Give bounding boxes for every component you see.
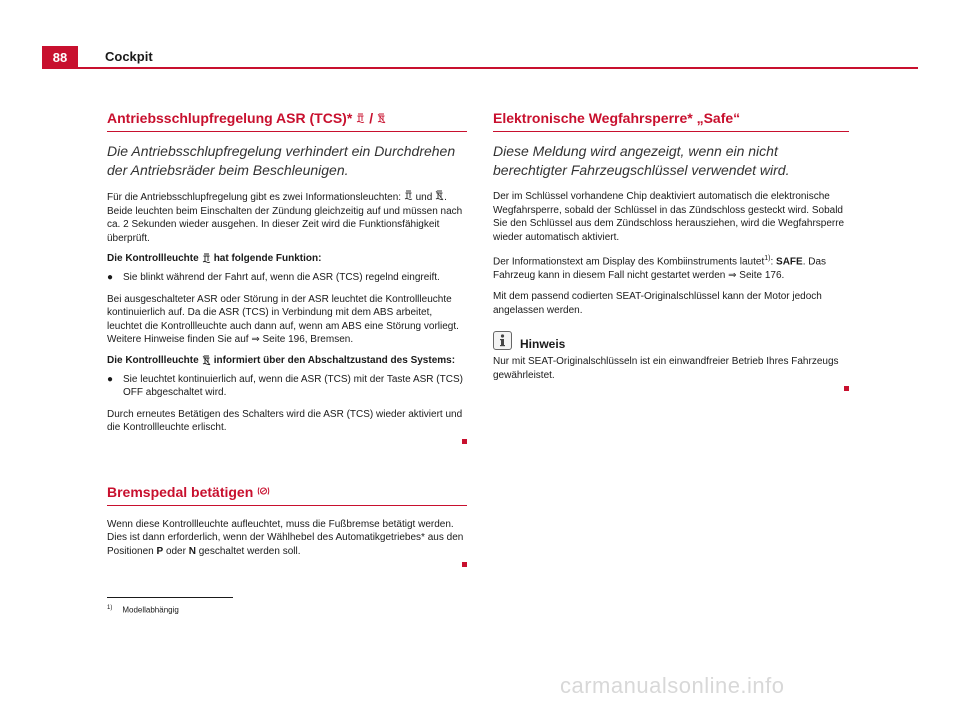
subhead-1-text-a: Die Kontrollleuchte [107, 253, 199, 264]
asr-warning-icon [404, 190, 413, 201]
immo-para-2-a: Der Informationstext am Display des Kombiinstruments lautet [493, 256, 765, 268]
brake-title: Bremspedal betätigen [107, 483, 254, 500]
list-item [107, 373, 467, 400]
header-rule [42, 67, 918, 69]
brake-oder: oder [165, 545, 186, 557]
chapter-title: Cockpit [105, 49, 153, 64]
asr-intro [107, 190, 467, 245]
note-text: Nur mit SEAT-Originalschlüsseln ist ein einwandfreier Betrieb Ihres Fahrzeugs gewährleistet. [493, 356, 839, 381]
safe-text: SAFE [776, 256, 803, 268]
brake-text-a: Wenn diese Kontrollleuchte aufleuchtet, muss die Fußbremse betätigt werden. Dies ist dann erforderlich, wenn der Wählhebel des Automatikgetriebes* aus den Positionen [107, 518, 464, 557]
section-end-mark [462, 562, 467, 567]
section-end-mark [844, 386, 849, 391]
bullet-text: Sie blinkt während der Fahrt auf, wenn die ASR (TCS) regelnd eingreift. [123, 272, 440, 283]
footnote-rule [107, 597, 233, 598]
page-number: 88 [42, 46, 78, 68]
footnote-ref: 1) [764, 255, 771, 262]
subhead-2-text-b: informiert über den Abschaltzustand des Systems: [213, 354, 456, 366]
asr-intro-text-a: Für die Antriebsschlupfregelung gibt es zwei Informationsleuchten: [107, 192, 402, 203]
brake-pedal-icon [257, 486, 266, 497]
asr-off-icon [435, 190, 444, 201]
info-note-icon [493, 331, 512, 350]
note-header [493, 329, 849, 351]
immo-para-3: Mit dem passend codierten SEAT-Originalschlüssel kann der Motor jedoch angelassen werden. [493, 291, 822, 316]
footnote-text: Modellabhängig [122, 605, 179, 615]
subhead-1-text-b: hat folgende Funktion: [213, 253, 322, 264]
bullet-dot: ● [107, 373, 114, 385]
asr-intro-and: und [415, 192, 433, 203]
asr-off-icon [202, 355, 211, 366]
brake-text-b: geschaltet werden soll. [198, 545, 301, 557]
page-header [0, 0, 960, 70]
footnote-marker: 1) [107, 605, 113, 611]
right-column [493, 110, 849, 391]
asr-lead: Die Antriebsschlupfregelung verhindert ein Durchdrehen der Antriebsräder beim Beschleunigen. [107, 143, 456, 178]
bullet-dot: ● [107, 272, 114, 283]
immo-para-1: Der im Schlüssel vorhandene Chip deaktiviert automatisch die elektronische Wegfahrsperre, sobald der Schlüssel in das Zündschloss gesteckt wird. Sobald Sie den Schlüssel aus dem Zündschloss herausziehen, wird die Wegfahrsperre wieder automatisch aktiviert. [493, 191, 845, 243]
gear-p: P [156, 545, 164, 557]
brake-text [107, 518, 467, 559]
asr-title-separator: / [369, 110, 374, 126]
immo-heading [493, 110, 849, 132]
asr-warning-icon [202, 253, 211, 264]
left-column [107, 110, 467, 567]
asr-para-2: Bei ausgeschalteter ASR oder Störung in der ASR leuchtet die Kontrollleuchte kontinuierlich auf. Da die ASR (TCS) in Verbindung mit dem ABS arbeitet, leuchtet die Kontrollleuchte auch dann auf, wenn am ABS eine Störung vorliegt. Weitere Hinweise finden Sie auf ⇒ Seite 196, Bremsen. [107, 293, 459, 345]
bullet-text: Sie leuchtet kontinuierlich auf, wenn die ASR (TCS) mit der Taste ASR (TCS) OFF abgeschaltet wird. [123, 373, 463, 398]
subhead-2-text-a: Die Kontrollleuchte [107, 354, 199, 366]
immo-colon: : [770, 256, 774, 268]
immo-para-2-b: . Das Fahrzeug kann in diesem Fall nicht gestartet werden ⇒ Seite 176. [493, 256, 827, 281]
immo-para-2 [493, 252, 849, 282]
asr-subhead-2 [107, 355, 467, 366]
asr-off-icon [377, 113, 386, 124]
asr-subhead-1 [107, 253, 467, 264]
asr-heading [107, 110, 467, 132]
asr-title: Antriebsschlupfregelung ASR (TCS)* [107, 110, 353, 126]
footnote [107, 605, 179, 615]
immo-title: Elektronische Wegfahrsperre* „Safe“ [493, 110, 741, 126]
asr-warning-icon [356, 113, 365, 124]
gear-n: N [188, 545, 196, 557]
immo-lead: Diese Meldung wird angezeigt, wenn ein nicht berechtigter Fahrzeugschlüssel verwendet wird. [493, 143, 790, 178]
note-label: Hinweis [520, 337, 566, 352]
list-item [107, 271, 467, 285]
asr-intro-text-b: . Beide leuchten beim Einschalten der Zündung gleichzeitig auf und müssen nach ca. 2 Sekunden wieder ausgehen. In dieser Zeit wird die Funktionsfähigkeit überprüft. [107, 192, 463, 244]
watermark: carmanualsonline.info [560, 673, 785, 698]
asr-para-3: Durch erneutes Betätigen des Schalters wird die ASR (TCS) wieder aktiviert und die Kontrollleuchte erlischt. [107, 408, 463, 433]
brake-heading [107, 484, 467, 506]
